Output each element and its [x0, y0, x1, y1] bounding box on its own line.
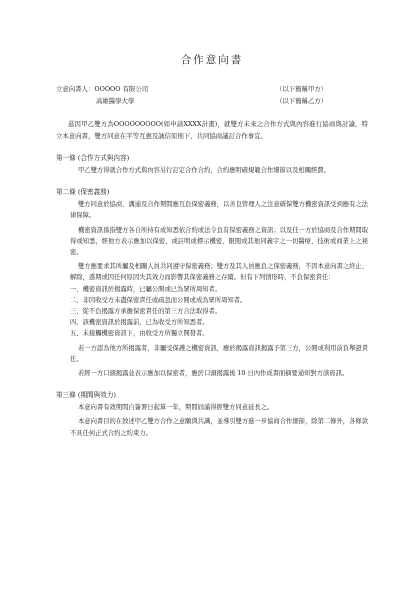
article-2-list-item: 四、該機密資訊於揭露前，已為收受方所知悉者。: [70, 319, 209, 327]
article-2-list-item: 一、機密資訊於揭露時，已屬公開或已為眾所周知者。: [70, 285, 222, 293]
party-a-note: （以下簡稱甲方）: [276, 85, 328, 93]
article-2-list-item: 三、從不負揭露方承擔保密責任的第三方合法取得者。: [70, 308, 222, 316]
article-3-title: 第三條 (期間與效力): [56, 391, 116, 400]
article-2-paragraph: 若一方認為他方所揭露者，非屬受保護之機密資訊，應於揭露資訊揭露予第三方，公開或利用前負舉證責任。: [70, 344, 368, 363]
party-a-label: 立意向書人：OOOOO 有限公司: [56, 85, 149, 93]
article-2-paragraph: 雙方應要求其所屬及相關人員共同遵守保密義務；雙方及其人員應負之保密義務，不因本意向書之終止、解除，惑期或因任何原因失其效力而影響其保密義務之存續。但有下列情形時，不負保密責任：: [70, 263, 368, 282]
article-2-paragraph: 雙方同意於協商、溝通及合作期間應互負保密義務，以善良管理人之注意確保雙方機密資訊受到應有之法律保障。: [70, 201, 368, 220]
intro-paragraph: 茲因甲乙雙方為OOOOOOOOO(如申請XXXX計畫)，就雙方未來之合作方式與內容進行協商與討論，特立本意向書，雙方同意在平等互惠及誠信原則下，共同協商議訂合作事宜。: [56, 120, 368, 140]
article-2-paragraph: 機密資訊係指雙方各自所持有或知悉依合約或法令負有保密義務之資訊；以及任一方於協商及合作期間取得或知悉，經他方表示應加以保密，或註明或標示機密、限閱或其他同義字之一切醫療、技術或商業上之秘密。: [70, 226, 368, 257]
article-2-title: 第二條 (保密義務): [56, 188, 110, 197]
article-3-paragraph: 本意向書目的在敘述甲乙雙方合作之意願與共識，並導引雙方進一步協商合作細節，除第二條外，各條款不具任何正式合約之約束力。: [70, 418, 368, 437]
article-2-list-item: 二、非因收受方未盡保密責任或疏忽而公開或成為眾所周知者。: [70, 296, 247, 304]
article-1-paragraph: 甲乙雙方得就合作方式與內容另行訂定合作合約，合約應明確規範合作細節以及相關經費。: [78, 167, 330, 174]
party-b-label: 高雄醫學大學: [96, 97, 135, 105]
article-2-list-item: 五、未接觸機密資訊下，由收受方所獨立開發者。: [70, 330, 209, 338]
party-row-b: [56, 95, 368, 107]
document-title: 合作意向書: [180, 54, 244, 66]
party-row-a: [56, 83, 368, 95]
article-2-paragraph: 若經一方口頭揭露並表示應加以保密者，應於口頭揭露後 10 日內作成書面摘要通知對方該資訊。: [78, 370, 349, 378]
party-b-note: （以下簡稱乙方）: [276, 97, 328, 105]
article-3-paragraph: 本意向書有效期間自簽署日起算一年，期間屆滿得經雙方同意延長之。: [78, 404, 274, 412]
article-1-title: 第一條 (合作方式與內容): [56, 154, 130, 162]
